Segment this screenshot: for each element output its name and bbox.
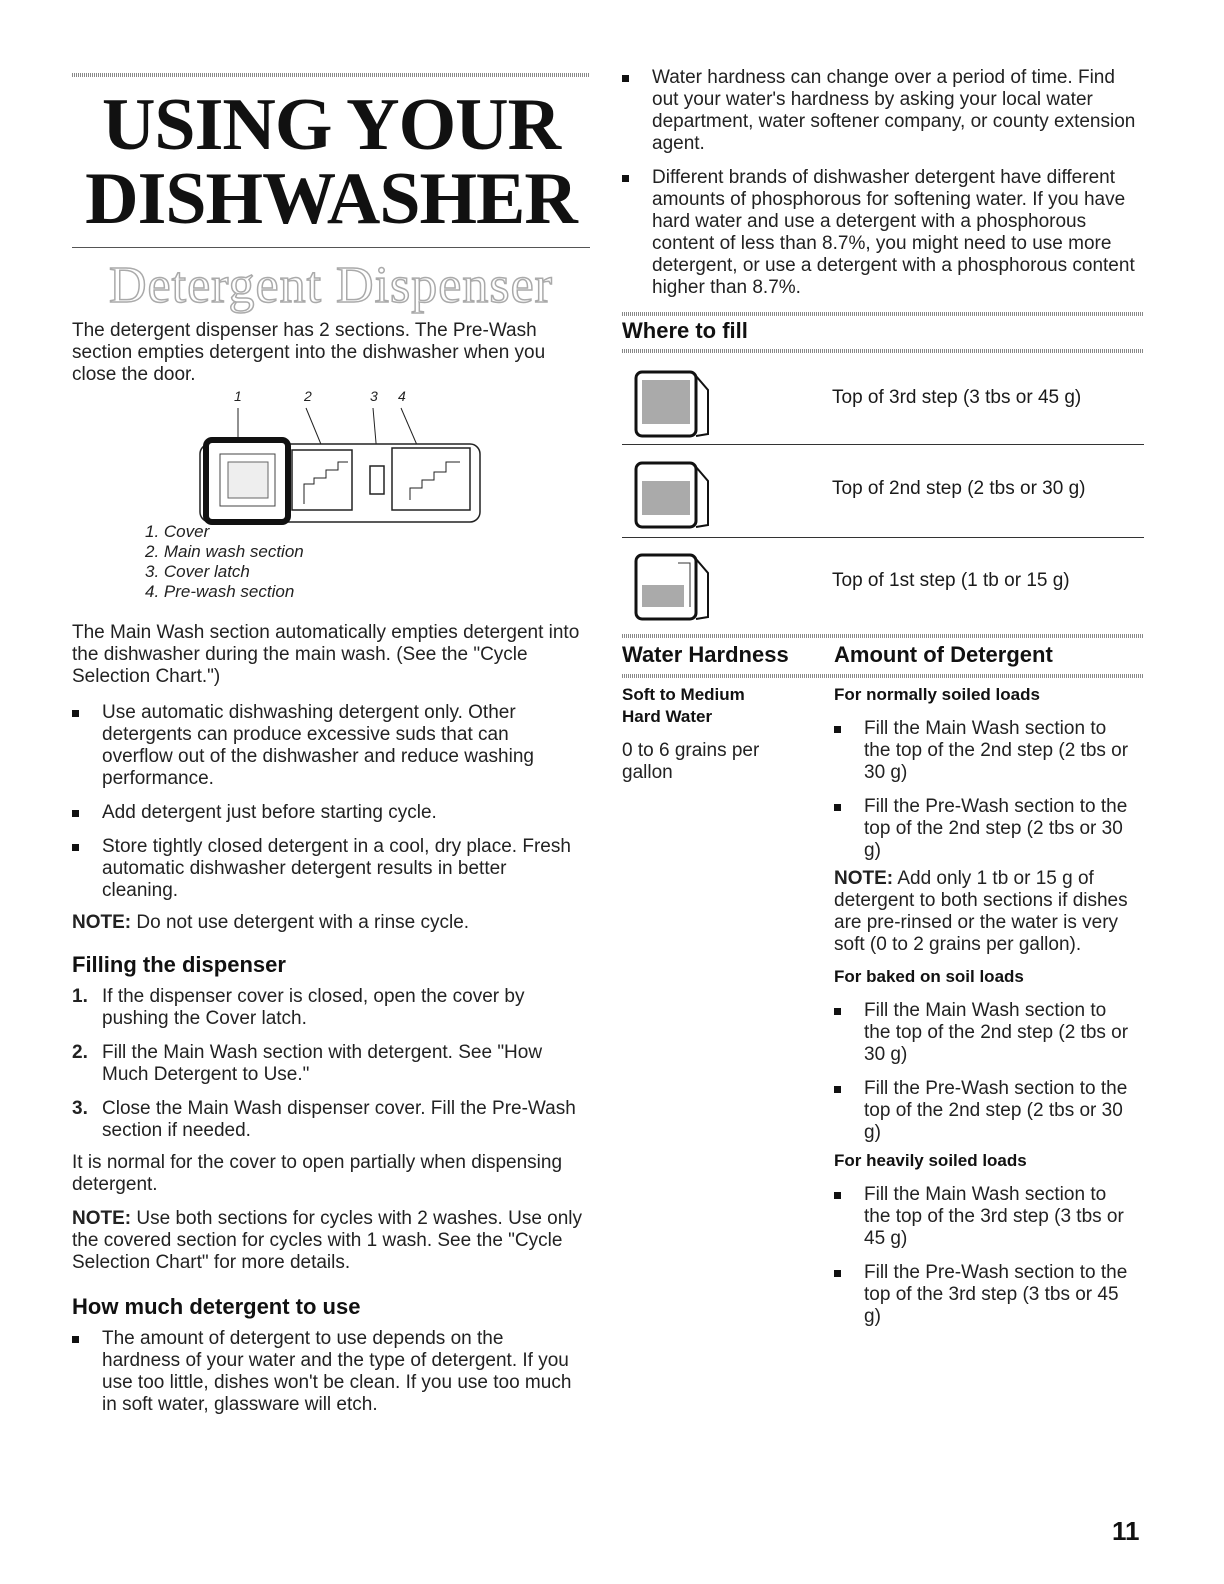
callout-4: 4 [398, 388, 406, 404]
title-top-rule [72, 73, 590, 77]
fill-row-text: Top of 1st step (1 tb or 15 g) [832, 570, 1070, 591]
list-item: Store tightly closed detergent in a cool, dry place. Fresh automatic dishwasher detergent results in better cleaning. [72, 836, 584, 902]
note-text: Add only 1 tb or 15 g of detergent to both sections if dishes are pre-rinsed or the water is very soft (0 to 2 grains per gallon). [834, 868, 1128, 955]
fill-row-text: Top of 3rd step (3 tbs or 45 g) [832, 387, 1082, 408]
list-item: Water hardness can change over a period of time. Find out your water's hardness by asking your local water department, water softener company, or county extension agent. [622, 67, 1140, 155]
dispenser-diagram [180, 386, 490, 526]
intro-paragraph: The detergent dispenser has 2 sections. The Pre-Wash section empties detergent into the dishwasher when you close the door. [72, 320, 546, 385]
fill-row-3rd-step [622, 362, 1144, 452]
detergent-bullet-list [72, 702, 584, 902]
filling-steps [72, 986, 584, 1142]
list-item: The amount of detergent to use depends on the hardness of your water and the type of detergent. If you use too little, dishes won't be clean. If you use too much in soft water, glassware will etch. [72, 1328, 584, 1416]
note-label: NOTE: [72, 912, 132, 933]
fill-divider [622, 444, 1144, 445]
page-number: 11 [1112, 1516, 1140, 1546]
note-text: Do not use detergent with a rinse cycle. [136, 912, 470, 933]
list-item: Fill the Main Wash section to the top of the 2nd step (2 tbs or 30 g) [834, 718, 1134, 784]
list-item: 3. Close the Main Wash dispenser cover. Fill the Pre-Wash section if needed. [72, 1098, 576, 1141]
water-range: 0 to 6 grains per gallon [622, 740, 760, 783]
col-amount-detergent: Amount of Detergent [834, 642, 1053, 667]
dispenser-drawing [180, 404, 490, 526]
list-item: Add detergent just before starting cycle. [72, 802, 584, 824]
fill-divider [622, 537, 1144, 538]
right-bullets [622, 67, 1140, 311]
note-label: NOTE: [72, 1208, 132, 1229]
callout-2: 2 [304, 388, 312, 404]
list-item: Fill the Pre-Wash section to the top of the 3rd step (3 tbs or 45 g) [834, 1262, 1134, 1328]
where-heading: Where to fill [622, 318, 748, 343]
diagram-legend [145, 522, 304, 602]
list-item: 2. Fill the Main Wash section with detergent. See "How Much Detergent to Use." [72, 1042, 543, 1085]
main-wash-paragraph: The Main Wash section automatically empties detergent into the dishwasher during the main wash. (See the "Cycle Selection Chart.") [72, 622, 580, 687]
page-title: USING YOUR DISHWASHER [85, 84, 577, 240]
list-item: Fill the Main Wash section to the top of the 3rd step (3 tbs or 45 g) [834, 1184, 1134, 1250]
soft-water-note [834, 868, 1134, 956]
water-type: Soft to Medium Hard Water [622, 685, 745, 726]
callout-3: 3 [370, 388, 378, 404]
table-header-rule [622, 674, 1144, 678]
cup-full-icon [634, 368, 712, 440]
legend-item: 1. Cover [145, 522, 210, 541]
fill-row-text: Top of 2nd step (2 tbs or 30 g) [832, 478, 1086, 499]
legend-item: 3. Cover latch [145, 562, 250, 581]
list-item: Use automatic dishwashing detergent only. Other detergents can produce excessive suds that can overflow out of the dishwasher and reduce washing performance. [72, 702, 584, 790]
heavy-heading: For heavily soiled loads [834, 1151, 1027, 1170]
normal-paragraph: It is normal for the cover to open partially when dispensing detergent. [72, 1152, 563, 1195]
left-content [72, 622, 584, 1428]
list-item: 1. If the dispenser cover is closed, open the cover by pushing the Cover latch. [72, 986, 525, 1029]
table-top-rule [622, 634, 1144, 638]
water-hardness-cell [622, 684, 792, 784]
note-label: NOTE: [834, 868, 894, 889]
legend-item: 4. Pre-wash section [145, 582, 295, 601]
baked-heading: For baked on soil loads [834, 967, 1024, 986]
list-item: Fill the Pre-Wash section to the top of the 2nd step (2 tbs or 30 g) [834, 796, 1134, 862]
col-water-hardness: Water Hardness [622, 642, 789, 667]
legend-item: 2. Main wash section [145, 542, 304, 561]
rinse-note [72, 912, 584, 934]
cup-low-icon [634, 551, 712, 623]
amount-cell [834, 684, 1134, 1340]
where-top-rule [622, 312, 1144, 316]
callout-1: 1 [234, 388, 242, 404]
howmuch-heading: How much detergent to use [72, 1294, 361, 1319]
list-item: Fill the Main Wash section to the top of the 2nd step (2 tbs or 30 g) [834, 1000, 1134, 1066]
note-text: Use both sections for cycles with 2 washes. Use only the covered section for cycles with 1 wash. See the "Cycle Selection Chart" for more details. [72, 1208, 583, 1273]
normal-heading: For normally soiled loads [834, 685, 1040, 704]
list-item: Fill the Pre-Wash section to the top of the 2nd step (2 tbs or 30 g) [834, 1078, 1134, 1144]
fill-row-1st-step [622, 545, 1144, 635]
title-bottom-rule [72, 247, 590, 248]
howmuch-list [72, 1328, 584, 1416]
fill-row-2nd-step [622, 453, 1144, 543]
cycles-note [72, 1208, 584, 1274]
where-bottom-rule [622, 349, 1144, 353]
section-title: Detergent Dispenser [108, 257, 553, 314]
filling-heading: Filling the dispenser [72, 952, 286, 977]
cup-half-icon [634, 459, 712, 531]
list-item: Different brands of dishwasher detergent have different amounts of phosphorous for softening water. If you have hard water and use a detergent with a phosphorous content of less than 8.7%, you might need to use more detergent, or use a detergent with a phosphorous content higher than 8.7%. [622, 167, 1140, 299]
